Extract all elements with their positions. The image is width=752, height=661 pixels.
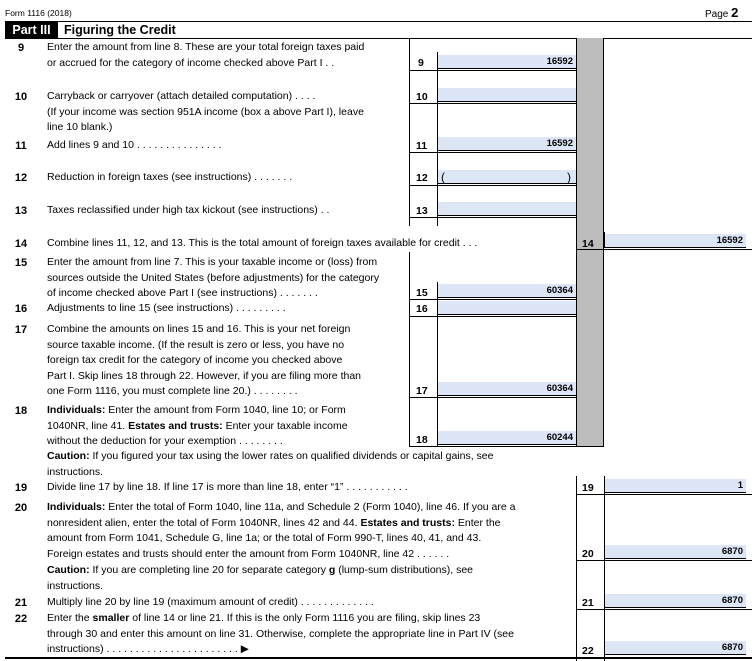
rule <box>409 446 604 447</box>
rule <box>409 217 576 218</box>
rule <box>409 299 576 300</box>
box-number: 20 <box>582 548 594 560</box>
line-number: 18 <box>14 405 28 417</box>
line-12-field[interactable] <box>438 170 576 184</box>
line-number: 11 <box>15 140 27 152</box>
box-number: 21 <box>582 597 594 609</box>
caution-note: Caution: If you are completing line 20 for separate category g (lump-sum distributions), see instructions. <box>47 564 474 592</box>
line-18-field[interactable]: 60244 <box>438 431 576 445</box>
page-label: Page <box>705 9 729 20</box>
line-12-text: Reduction in foreign taxes (see instructions) . . . . . . . <box>47 171 293 183</box>
line-number: 19 <box>14 482 28 494</box>
line-18-text: Individuals: Enter the amount from Form 1040, line 10; or Form 1040NR, line 41. Estates and trusts: Enter your taxable income without the deduction for your exemption . . . . . . . . <box>47 404 348 447</box>
line-number: 17 <box>14 324 28 336</box>
open-paren: ( <box>441 170 445 184</box>
caution-note: Caution: If you figured your tax using the lower rates on qualified dividends or capital gains, see instructions. <box>47 450 494 478</box>
line-number: 10 <box>14 91 28 103</box>
box-number: 10 <box>416 91 428 103</box>
divider <box>409 38 410 226</box>
bottom-rule <box>5 657 752 659</box>
line-14-field[interactable]: 16592 <box>605 234 746 248</box>
line-number: 20 <box>14 502 28 514</box>
part-title: Figuring the Credit <box>64 23 176 37</box>
line-number: 13 <box>14 205 28 217</box>
line-20-field[interactable]: 6870 <box>605 545 746 559</box>
line-number: 21 <box>14 597 28 609</box>
rule <box>409 103 576 104</box>
line-number: 14 <box>14 238 28 250</box>
rule <box>409 152 576 153</box>
line-17-field[interactable]: 60364 <box>438 382 576 396</box>
line-number: 16 <box>14 303 28 315</box>
line-20-text: Individuals: Enter the total of Form 1040, line 11a, and Schedule 2 (Form 1040), line 46. If you are a nonresident alien, enter the total of Form 1040NR, lines 42 and 44. Estates and trusts: Enter the amount from Form 1041, Schedule G, line 1a; or the total of Form 990-T, lines 40, 41, and 43. Foreign estates and trusts should enter the amount from Form 1040NR, line 42 . . . . . . <box>47 501 516 560</box>
box-number: 13 <box>416 205 428 217</box>
rule <box>409 316 576 317</box>
part-label: Part III <box>5 22 58 38</box>
rule <box>576 560 752 561</box>
line-9-text: Enter the amount from line 8. These are your total foreign taxes paid or accrued for the category of income checked above Part I . . <box>47 41 365 69</box>
box-number: 15 <box>416 287 428 299</box>
line-19-text: Divide line 17 by line 18. If line 17 is more than line 18, enter “1” . . . . . . . . . . . <box>47 481 408 493</box>
line-11-field[interactable]: 16592 <box>438 137 576 151</box>
line-21-text: Multiply line 20 by line 19 (maximum amount of credit) . . . . . . . . . . . . . <box>47 596 374 608</box>
box-number: 16 <box>416 303 428 315</box>
divider <box>409 252 410 446</box>
rule <box>576 609 752 610</box>
rule <box>409 397 576 398</box>
line-19-field[interactable]: 1 <box>605 479 746 493</box>
box-number: 18 <box>416 434 428 446</box>
divider <box>604 476 605 661</box>
rule <box>409 185 576 186</box>
box-number: 9 <box>418 57 424 69</box>
form-name: Form 1116 (2018) <box>5 8 72 18</box>
box-number: 22 <box>582 645 594 657</box>
line-9-field[interactable]: 16592 <box>438 55 576 69</box>
divider <box>576 476 577 661</box>
box-number: 11 <box>416 140 428 152</box>
line-16-field[interactable] <box>438 301 576 315</box>
page-number: 2 <box>731 5 739 20</box>
line-10-text: Carryback or carryover (attach detailed computation) . . . . (If your income was section 951A income (box a above Part I), leave line 10 blank.) <box>47 90 364 133</box>
line-22-text: Enter the smaller of line 14 or line 21. If this is the only Form 1116 you are filing, skip lines 23 through 30 and enter this amount on line 31. Otherwise, complete the appropriate line in Part IV (see instructions) . . . . . . . . . . . . . . . . . . . . . . . ▶ <box>47 612 514 655</box>
rule <box>409 70 576 71</box>
box-number: 19 <box>582 482 594 494</box>
rule <box>576 249 752 250</box>
box-number: 14 <box>582 238 594 250</box>
line-22-field[interactable]: 6870 <box>605 641 746 655</box>
box-number: 12 <box>416 172 428 184</box>
line-15-text: Enter the amount from line 7. This is your taxable income or (loss) from sources outside the United States (before adjustments) for the category of income checked above Part I (see instructions) . . . . . . . <box>47 256 380 299</box>
line-11-text: Add lines 9 and 10 . . . . . . . . . . . . . . . <box>47 139 222 151</box>
line-15-field[interactable]: 60364 <box>438 284 576 298</box>
line-17-text: Combine the amounts on lines 15 and 16. This is your net foreign source taxable income. (If the result is zero or less, you have no foreign tax credit for the category of income you checked above Part I. Skip lines 18 through 22. However, if you are filing more than one Form 1116, you must complete line 20.) . . . . . . . . <box>47 323 362 397</box>
line-number: 9 <box>17 42 25 54</box>
line-13-text: Taxes reclassified under high tax kickout (see instructions) . . <box>47 204 330 216</box>
line-13-field[interactable] <box>438 202 576 216</box>
page-indicator <box>705 5 738 20</box>
line-number: 12 <box>14 172 28 184</box>
line-14-text: Combine lines 11, 12, and 13. This is the total amount of foreign taxes available for credit . . . <box>47 237 478 249</box>
box-number: 17 <box>416 385 428 397</box>
line-number: 15 <box>14 257 28 269</box>
rule <box>576 494 752 495</box>
line-number: 22 <box>14 613 28 625</box>
close-paren: ) <box>567 170 571 184</box>
line-21-field[interactable]: 6870 <box>605 594 746 608</box>
line-10-field[interactable] <box>438 88 576 102</box>
line-16-text: Adjustments to line 15 (see instructions) . . . . . . . . . <box>47 302 286 314</box>
part-header <box>5 22 752 39</box>
